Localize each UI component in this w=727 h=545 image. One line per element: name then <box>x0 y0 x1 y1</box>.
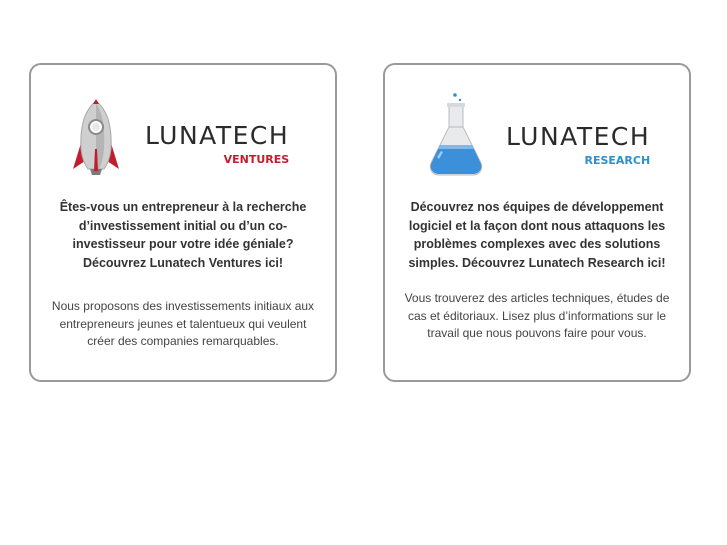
ventures-wordmark <box>145 123 289 166</box>
flask-icon <box>429 91 485 179</box>
brand-name: LUNATECH <box>506 122 651 151</box>
division-name: RESEARCH <box>584 154 651 167</box>
research-wordmark <box>506 124 650 167</box>
rocket-icon <box>71 99 121 179</box>
lunatech-ventures-logo[interactable] <box>31 95 335 185</box>
division-name: VENTURES <box>223 153 290 166</box>
research-headline[interactable]: Découvrez nos équipes de développement logiciel et la façon dont nous attaquons les problèmes complexes avec des solutions simples. Découvrez Lunatech Research ici! <box>408 200 666 270</box>
brand-name: LUNATECH <box>145 121 290 150</box>
lunatech-research-card[interactable] <box>383 63 691 382</box>
ventures-description: Nous proposons des investissements initiaux aux entrepreneurs jeunes et talentueux qui veulent créer des companies remarquables. <box>51 299 315 348</box>
lunatech-research-logo[interactable] <box>385 91 689 181</box>
research-description: Vous trouverez des articles techniques, études de cas et éditoriaux. Lisez plus d’informations sur le travail que nous pouvons faire pour vous. <box>404 291 670 340</box>
ventures-headline[interactable]: Êtes-vous un entrepreneur à la recherche d’investissement initial ou d’un co-investisseur pour votre idée géniale? Découvrez Lunatech Ventures ici! <box>59 200 307 270</box>
lunatech-ventures-card[interactable] <box>29 63 337 382</box>
